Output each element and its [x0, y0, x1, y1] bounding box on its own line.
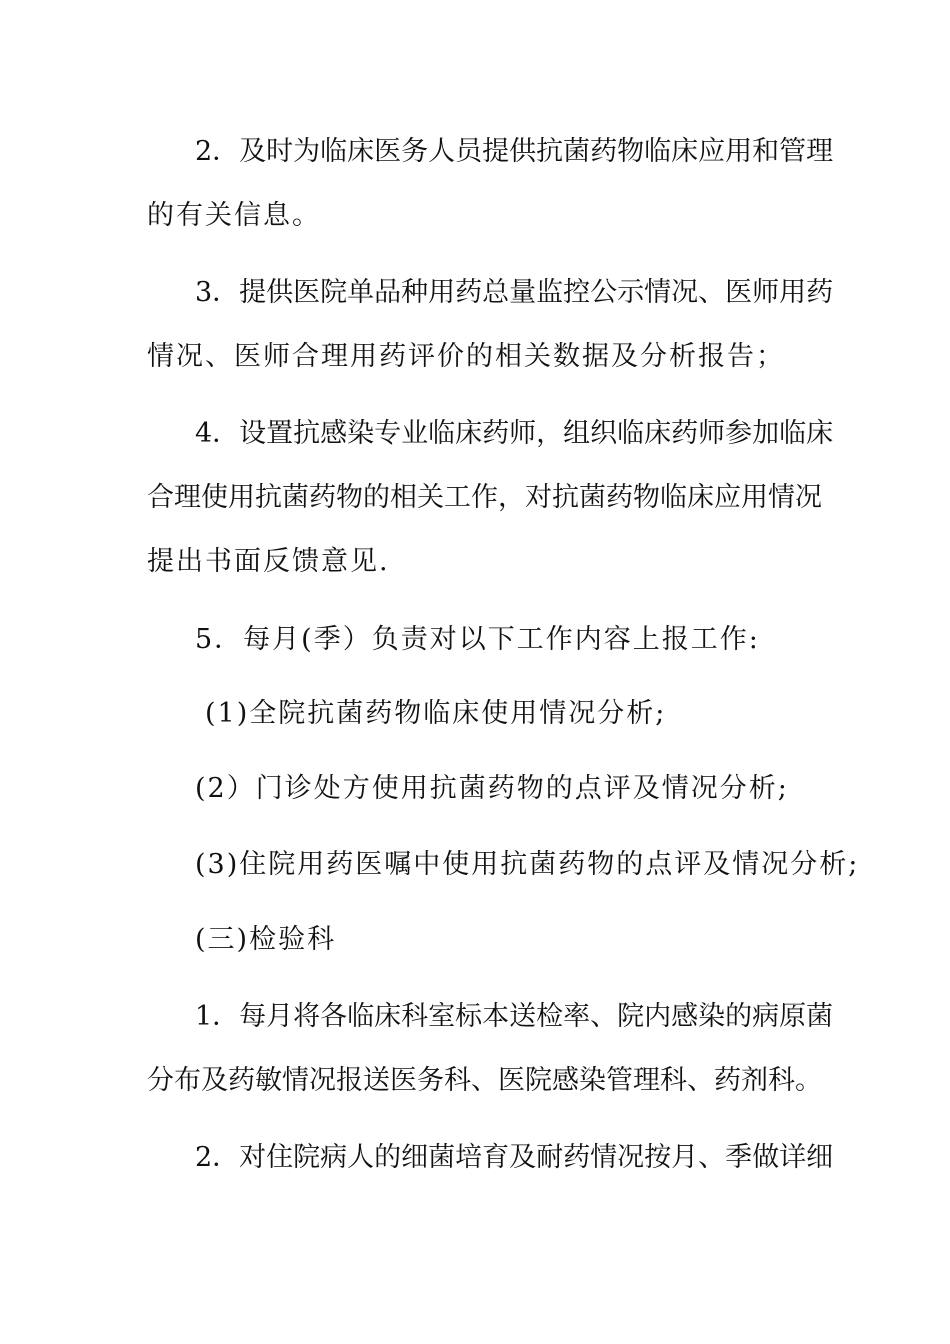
paragraph-line: 合理使用抗菌药物的相关工作，对抗菌药物临床应用情况	[147, 482, 822, 513]
paragraph-line: 1．每月将各临床科室标本送检率、院内感染的病原菌	[195, 1001, 834, 1032]
list-item: (2）门诊处方使用抗菌药物的点评及情况分析;	[195, 773, 789, 804]
paragraph-line: 3．提供医院单品种用药总量监控公示情况、医师用药	[195, 277, 834, 308]
paragraph-line: 情况、医师合理用药评价的相关数据及分析报告；	[147, 341, 785, 372]
paragraph-line: 提出书面反馈意见.	[147, 546, 390, 577]
list-item: (1)全院抗菌药物临床使用情况分析;	[205, 698, 667, 729]
paragraph-line: 的有关信息。	[147, 200, 321, 231]
paragraph-line: 2．及时为临床医务人员提供抗菌药物临床应用和管理	[195, 136, 834, 167]
section-heading: (三)检验科	[195, 924, 337, 955]
paragraph-line: 5．每月(季）负责对以下工作内容上报工作:	[195, 624, 760, 655]
list-item: (3)住院用药医嘱中使用抗菌药物的点评及情况分析;	[195, 849, 860, 880]
paragraph-line: 2．对住院病人的细菌培育及耐药情况按月、季做详细	[195, 1142, 834, 1173]
paragraph-line: 4．设置抗感染专业临床药师，组织临床药师参加临床	[195, 418, 834, 449]
paragraph-line: 分布及药敏情况报送医务科、医院感染管理科、药剂科。	[147, 1065, 822, 1096]
